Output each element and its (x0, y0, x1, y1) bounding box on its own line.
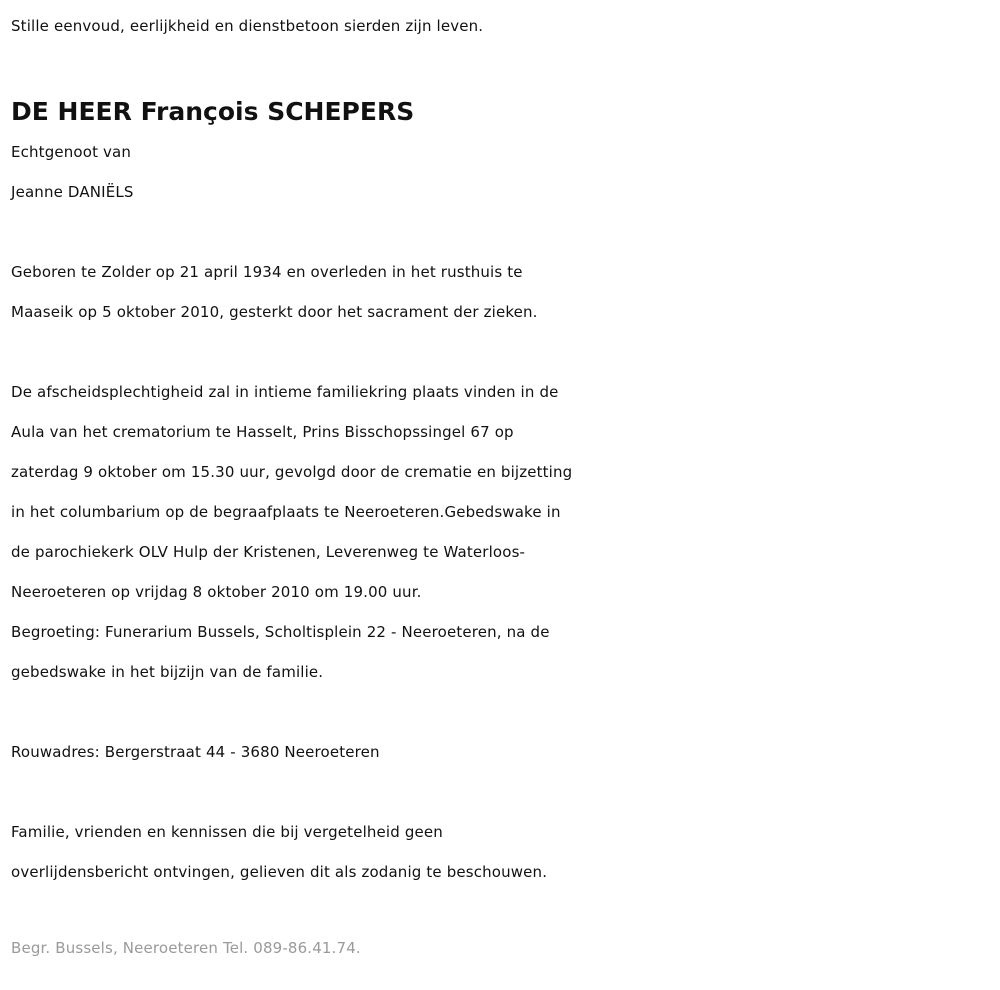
paragraph-line: zaterdag 9 oktober om 15.30 uur, gevolgd door de crematie en bijzetting (11, 463, 573, 481)
spouse-name: Jeanne DANIËLS (11, 183, 134, 201)
ceremony-paragraph (11, 372, 996, 692)
motto-text: Stille eenvoud, eerlijkheid en dienstbetoon sierden zijn leven. (11, 17, 484, 35)
spacer (11, 772, 996, 812)
paragraph-line: overlijdensbericht ontvingen, gelieven dit als zodanig te beschouwen. (11, 863, 548, 881)
paragraph-line: Geboren te Zolder op 21 april 1934 en overleden in het rusthuis te (11, 263, 523, 281)
paragraph-line: in het columbarium op de begraafplaats te Neeroeteren.Gebedswake in (11, 503, 561, 521)
paragraph-line: Maaseik op 5 oktober 2010, gesterkt door het sacrament der zieken. (11, 303, 538, 321)
paragraph-line: Neeroeteren op vrijdag 8 oktober 2010 om 19.00 uur. (11, 583, 422, 601)
paragraph-line: Aula van het crematorium te Hasselt, Prins Bisschopssingel 67 op (11, 423, 514, 441)
birth-death-paragraph (11, 252, 996, 332)
paragraph-line: gebedswake in het bijzijn van de familie. (11, 663, 324, 681)
paragraph-line: De afscheidsplechtigheid zal in intieme familiekring plaats vinden in de (11, 383, 559, 401)
spacer (11, 332, 996, 372)
paragraph-line: Begroeting: Funerarium Bussels, Scholtisplein 22 - Neeroeteren, na de (11, 623, 550, 641)
paragraph-line: Familie, vrienden en kennissen die bij vergetelheid geen (11, 823, 443, 841)
deceased-name: DE HEER François SCHEPERS (11, 97, 415, 126)
funeral-home-footer: Begr. Bussels, Neeroeteren Tel. 089-86.41.74. (11, 939, 361, 957)
notice-paragraph (11, 812, 996, 892)
spacer (11, 212, 996, 252)
mourning-address: Rouwadres: Bergerstraat 44 - 3680 Neeroeteren (11, 743, 380, 761)
paragraph-line: de parochiekerk OLV Hulp der Kristenen, Leverenweg te Waterloos- (11, 543, 526, 561)
obituary-notice (11, 0, 996, 968)
spouse-label: Echtgenoot van (11, 143, 132, 161)
spacer (11, 692, 996, 732)
